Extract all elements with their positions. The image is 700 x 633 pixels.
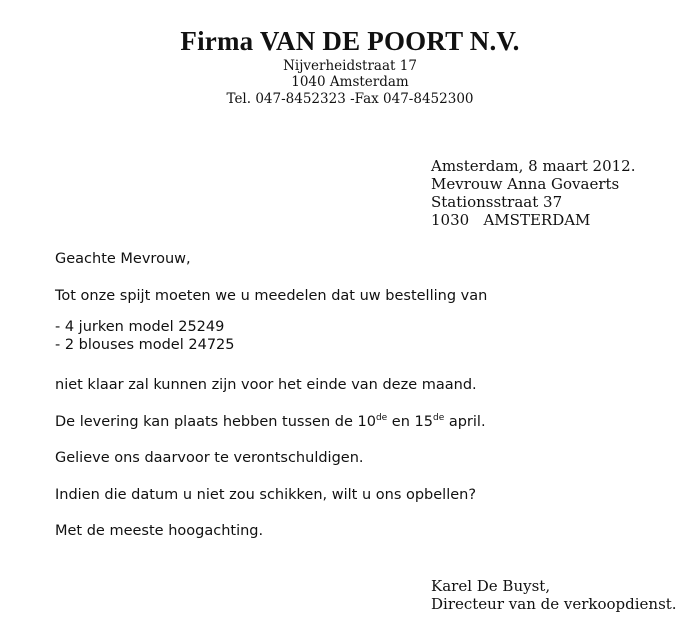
signer-name: Karel De Buyst, xyxy=(431,577,551,595)
order-item: - 2 blouses model 24725 xyxy=(55,337,235,353)
company-city: 1040 Amsterdam xyxy=(291,74,409,90)
apology-paragraph: Gelieve ons daarvoor te verontschuldigen. xyxy=(55,450,364,466)
company-name: Firma VAN DE POORT N.V. xyxy=(180,26,520,56)
order-item: - 4 jurken model 25249 xyxy=(55,319,225,335)
delivery-sup-2: de xyxy=(432,413,445,423)
closing-line: Met de meeste hoogachting. xyxy=(55,523,264,539)
signature-block xyxy=(431,577,677,613)
intro-paragraph: Tot onze spijt moeten we u meedelen dat uw bestelling van xyxy=(55,288,488,304)
recipient-city: 1030 AMSTERDAM xyxy=(431,211,591,229)
recipient-street: Stationsstraat 37 xyxy=(431,193,563,211)
delivery-text-1: De levering kan plaats hebben tussen de 10 xyxy=(55,414,376,430)
delivery-text-3: april. xyxy=(444,414,486,430)
question-paragraph: Indien die datum u niet zou schikken, wilt u ons opbellen? xyxy=(55,487,477,503)
salutation: Geachte Mevrouw, xyxy=(55,251,191,267)
recipient-block xyxy=(431,157,635,229)
company-street: Nijverheidstraat 17 xyxy=(283,58,417,74)
not-ready-paragraph: niet klaar zal kunnen zijn voor het einde van deze maand. xyxy=(55,377,477,393)
place-date: Amsterdam, 8 maart 2012. xyxy=(431,157,636,175)
delivery-paragraph xyxy=(55,413,486,431)
delivery-text-2: en 15 xyxy=(387,414,433,430)
delivery-sup-1: de xyxy=(375,413,388,423)
signer-title: Directeur van de verkoopdienst. xyxy=(431,595,677,613)
company-phone-fax: Tel. 047-8452323 -Fax 047-8452300 xyxy=(226,91,474,107)
recipient-name: Mevrouw Anna Govaerts xyxy=(431,175,620,193)
order-items xyxy=(55,318,235,354)
